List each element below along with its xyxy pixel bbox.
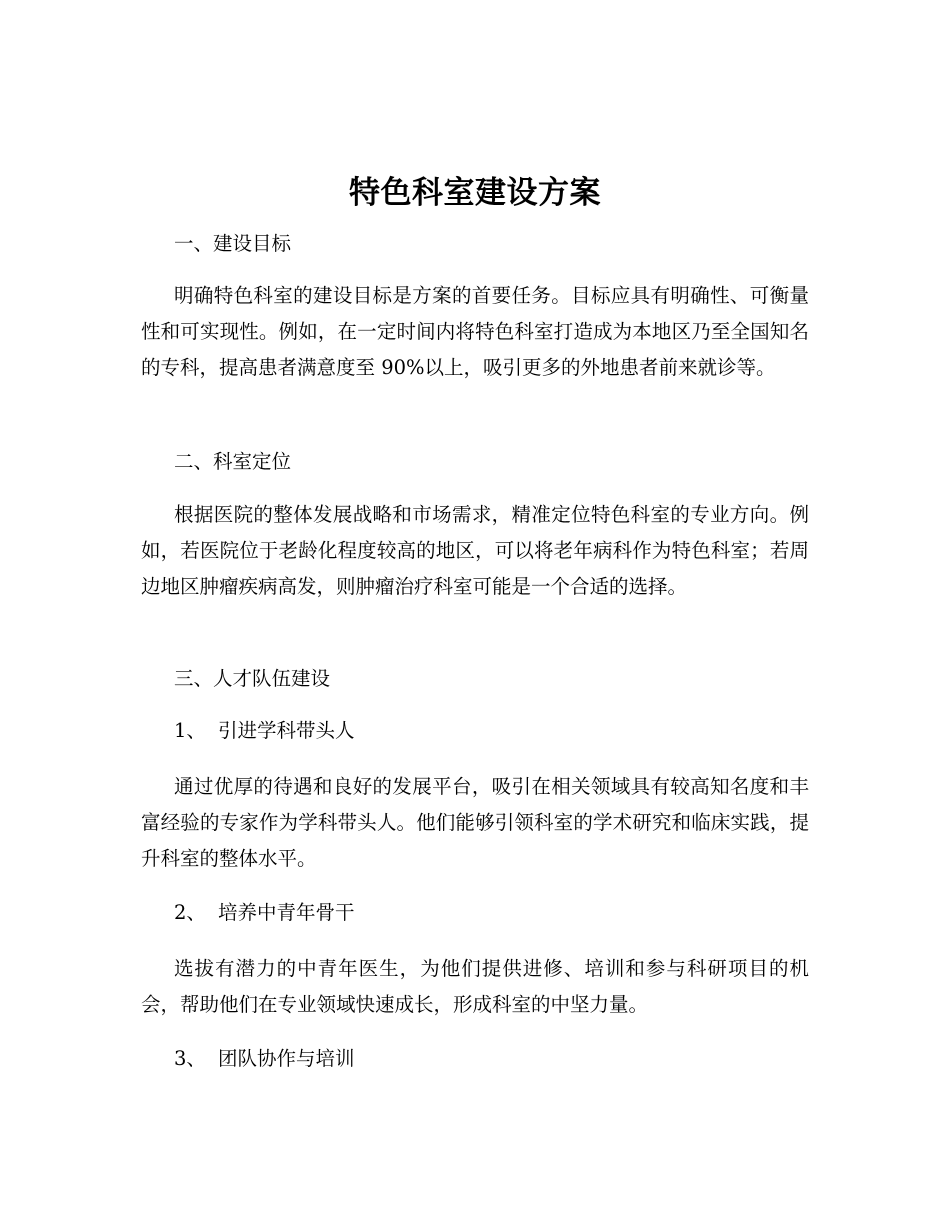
subsection-title: 引进学科带头人 (218, 719, 355, 742)
section-heading-goals: 一、建设目标 (174, 232, 292, 255)
section-paragraph-positioning: 根据医院的整体发展战略和市场需求，精准定位特色科室的专业方向。例如，若医院位于老龄化程度较高的地区，可以将老年病科作为特色科室；若周边地区肿瘤疾病高发，则肿瘤治疗科室可能是一个合适的选择。 (141, 503, 809, 598)
subsection-number: 1、 (174, 719, 206, 742)
subsection-heading-leader (174, 713, 355, 749)
subsection-number: 3、 (174, 1047, 206, 1070)
subsection-heading-teamwork (174, 1041, 355, 1077)
section-paragraph-goals: 明确特色科室的建设目标是方案的首要任务。目标应具有明确性、可衡量性和可实现性。例如，在一定时间内将特色科室打造成为本地区乃至全国知名的专科，提高患者满意度至 90%以上，吸引更多的外地患者前来就诊等。 (141, 284, 809, 379)
subsection-paragraph-backbone: 选拔有潜力的中青年医生，为他们提供进修、培训和参与科研项目的机会，帮助他们在专业领域快速成长，形成科室的中坚力量。 (141, 957, 809, 1016)
subsection-number: 2、 (174, 901, 206, 924)
document-title: 特色科室建设方案 (349, 175, 601, 211)
section-heading-positioning: 二、科室定位 (174, 450, 292, 473)
subsection-title: 团队协作与培训 (218, 1047, 355, 1070)
subsection-paragraph-leader: 通过优厚的待遇和良好的发展平台，吸引在相关领域具有较高知名度和丰富经验的专家作为学科带头人。他们能够引领科室的学术研究和临床实践，提升科室的整体水平。 (141, 775, 809, 870)
subsection-title: 培养中青年骨干 (218, 901, 355, 924)
subsection-heading-backbone (174, 895, 355, 931)
section-heading-talent: 三、人才队伍建设 (174, 667, 331, 690)
